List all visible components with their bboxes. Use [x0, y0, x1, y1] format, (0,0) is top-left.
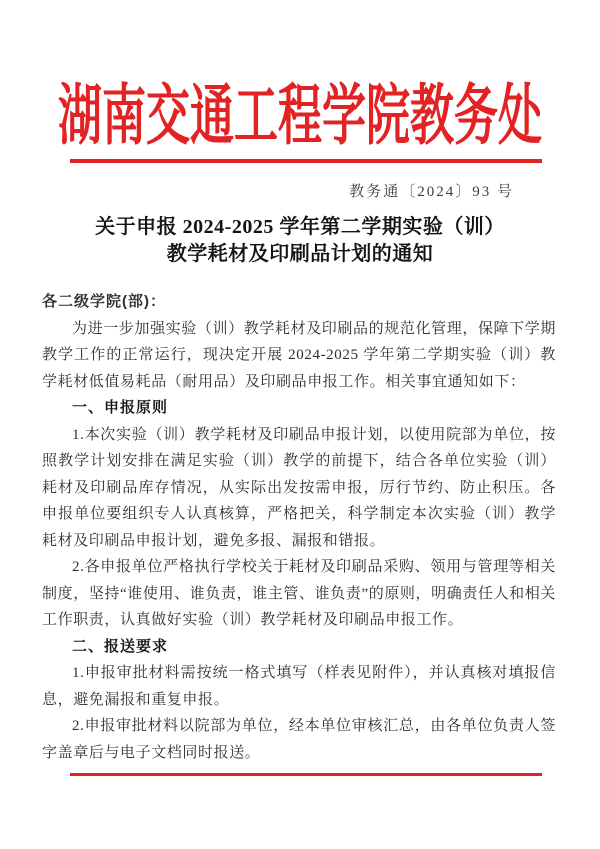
- section-2-heading: 二、报送要求: [72, 637, 169, 655]
- intro-paragraph: 为进一步加强实验（训）教学耗材及印刷品的规范化管理，保障下学期教学工作的正常运行，现决定开展 2024-2025 学年第二学期实验（训）教学耗材低值易耗品（耐用品）及印刷品申报工作。相关事宜通知如下：: [42, 320, 556, 390]
- footer-divider: [70, 773, 542, 776]
- section-1-item-2: 2.各申报单位严格执行学校关于耗材及印刷品采购、领用与管理等相关制度，坚持“谁使用、谁负责，谁主管、谁负责”的原则，明确责任人和相关工作职责，认真做好实验（训）教学耗材及印刷品申报工作。: [42, 559, 556, 628]
- document-number: 教务通〔2024〕93 号: [349, 184, 514, 200]
- letterhead-divider: [70, 159, 542, 163]
- section-1-heading: 一、申报原则: [72, 399, 169, 416]
- notice-title-line-1: 关于申报 2024-2025 学年第二学期实验（训）: [95, 216, 505, 238]
- document-body: [42, 289, 556, 766]
- section-2-item-1: 1.申报审批材料需按统一格式填写（样表见附件），并认真核对填报信息，避免漏报和重复申报。: [42, 665, 556, 708]
- section-2-item-2: 2.申报审批材料以院部为单位，经本单位审核汇总，由各单位负责人签字盖章后与电子文档同时报送。: [42, 718, 556, 761]
- notice-title: [30, 214, 570, 268]
- letterhead: [0, 0, 600, 153]
- letterhead-title: 湖南交通工程学院教务处: [58, 79, 542, 153]
- notice-title-line-2: 教学耗材及印刷品计划的通知: [166, 243, 434, 265]
- section-1-item-1: 1.本次实验（训）教学耗材及印刷品申报计划，以使用院部为单位，按照教学计划安排在满足实验（训）教学的前提下，结合各单位实验（训）耗材及印刷品库存情况，从实际出发按需申报，厉行节约、防止积压。各申报单位要组织专人认真核算，严格把关，科学制定本次实验（训）教学耗材及印刷品申报计划，避免多报、漏报和错报。: [42, 426, 556, 549]
- salutation: 各二级学院(部)：: [42, 293, 166, 310]
